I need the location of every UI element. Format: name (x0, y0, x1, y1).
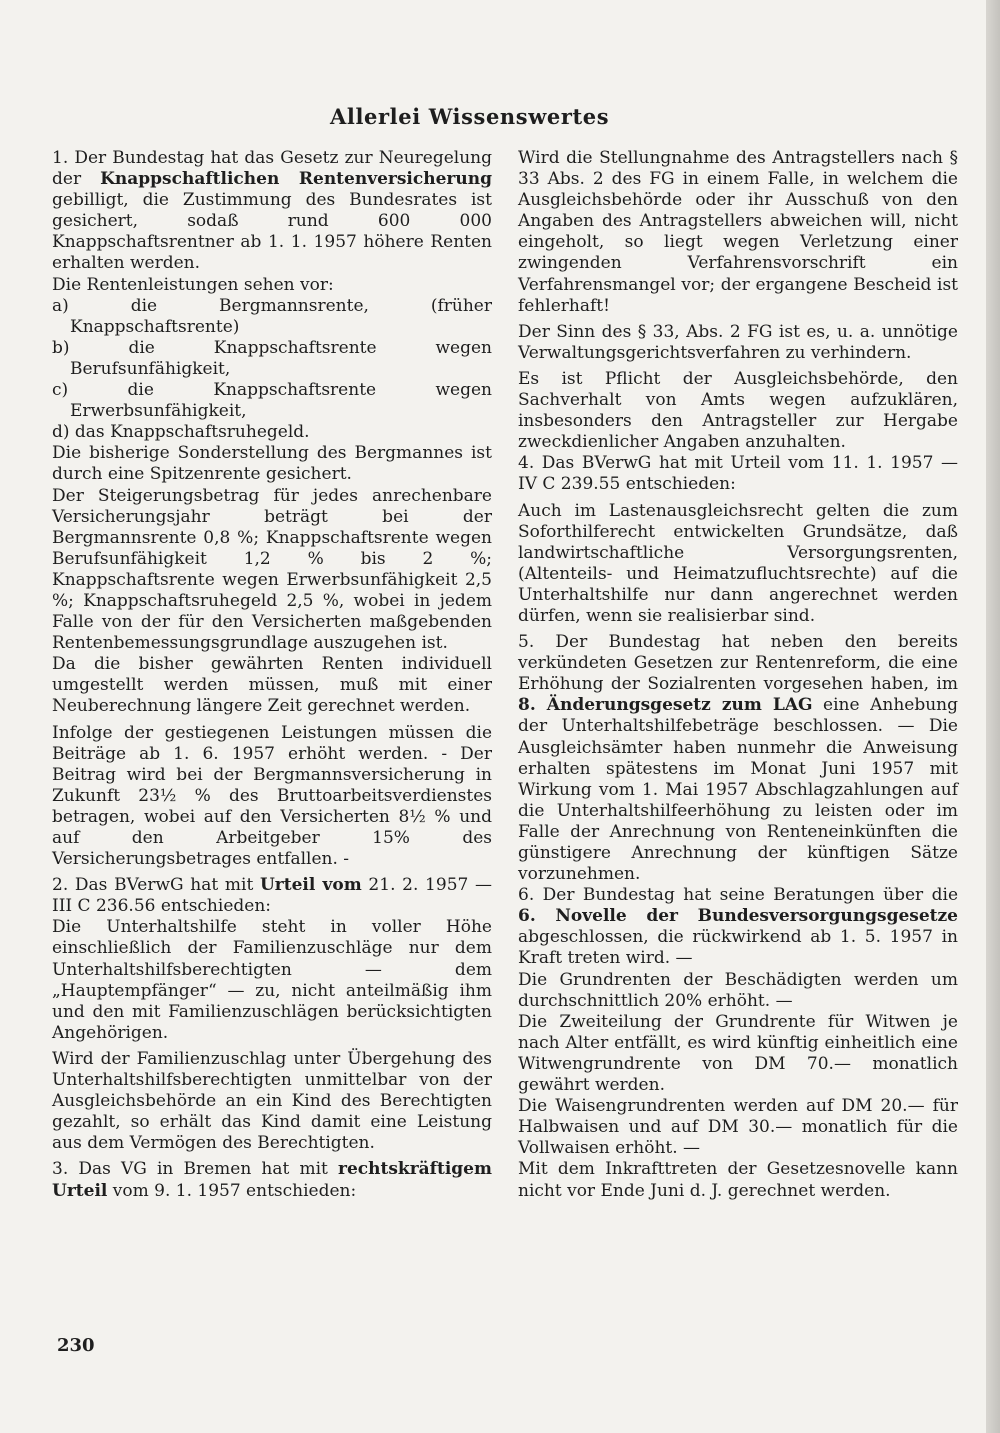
paragraph: Da die bisher gewährten Renten individuell umgestellt werden müssen, muß mit einer Neuberechnung längere Zeit gerechnet werden. (52, 654, 492, 717)
paragraph (52, 148, 492, 275)
paragraph: Die Unterhaltshilfe steht in voller Höhe einschließlich der Familienzuschläge nur dem Unterhaltshilfsberechtigten — dem „Hauptempfänger“ — zu, nicht anteilmäßig ihm und den mit Familienzuschlägen berücksichtigten Angehörigen. (52, 917, 492, 1043)
text: 1. Der Bundestag hat das Gesetz zur Neuregelung der (52, 148, 492, 190)
paragraph (518, 1159, 958, 1201)
text: abgeschlossen, die rückwirkend ab 1. 5. 1957 in Kraft treten wird. — (518, 927, 958, 969)
text: 3. Das VG in Bremen hat mit (52, 1159, 339, 1180)
bold-text: 8. Änderungsgesetz zum LAG (518, 695, 813, 716)
bold-text: rechtskräftigem Urteil (52, 1159, 492, 1201)
text: 2. Das BVerwG hat mit (52, 875, 260, 896)
paragraph: Der Steigerungsbetrag für jedes anrechenbare Versicherungsjahr beträgt bei der Bergmannsrente 0,8 %; Knappschaftsrente wegen Berufsunfähigkeit 1,2 % bis 2 %; Knappschaftsrente wegen Erwerbsunfähigkeit 2,5 %; Knappschaftsruhegeld 2,5 %, wobei in jedem Falle von der für den Versicherten maßgebenden Rentenbemessungsgrundlage auszugehen ist. (52, 485, 492, 654)
paragraph: Die Waisengrundrenten werden auf DM 20.— für Halbwaisen und auf DM 30.— monatlich für die Vollwaisen erhöht. — (518, 1096, 958, 1159)
list-item: c) die Knappschaftsrente wegen Erwerbsunfähigkeit, (52, 380, 492, 422)
paragraph: Wird die Stellungnahme des Antragstellers nach § 33 Abs. 2 des FG in einem Falle, in welchem die Ausgleichsbehörde oder ihr Ausschuß von den Angaben des Antragstellers abweichen will, nicht eingeholt, so liegt wegen Verletzung einer zwingenden Verfahrensvorschrift ein Verfahrensmangel vor; der ergangene Bescheid ist fehlerhaft! (518, 148, 958, 316)
page-title: Allerlei Wissenswertes (330, 104, 610, 129)
paragraph (518, 885, 958, 969)
page-number: 230 (57, 1335, 95, 1356)
paragraph: Die Rentenleistungen sehen vor: (52, 274, 334, 295)
left-column (52, 148, 492, 1207)
text: 21. 2. 1957 — III C 236.56 entschieden: (52, 875, 493, 917)
text: gebilligt, die Zustimmung des Bundesrates ist gesichert, sodaß rund 600 000 Knappschaftsrentner ab 1. 1. 1957 höhere Renten erhalten werden. (52, 190, 492, 274)
text: 6. Der Bundestag hat seine Beratungen über die (518, 885, 958, 906)
paragraph (52, 1159, 492, 1201)
paragraph (52, 875, 492, 917)
paragraph: Infolge der gestiegenen Leistungen müssen die Beiträge ab 1. 6. 1957 erhöht werden. - Der Beitrag wird bei der Bergmannsversicherung in Zukunft 23½ % des Bruttoarbeitsverdienstes betragen, wobei auf den Versicherten 8½ % und auf den Arbeitgeber 15% des Versicherungsbetrages entfallen. - (52, 722, 492, 870)
list-item: b) die Knappschaftsrente wegen Berufsunfähigkeit, (52, 337, 492, 379)
bold-text: Urteil vom (259, 875, 362, 896)
text: Mit dem Inkrafttreten der Gesetzesnovelle kann nicht vor Ende Juni d. J. gerechnet werden. (518, 1159, 958, 1201)
text: eine Anhebung der Unterhaltshilfebeträge beschlossen. — Die Ausgleichsämter haben nunmehr die Anweisung erhalten spätestens im Monat Juni 1957 mit Wirkung vom 1. Mai 1957 Abschlagzahlungen auf die Unterhaltshilfeerhöhung zu leisten oder im Falle der Anrechnung von Renteneinkünften die günstigere Anrechnung der künftigen Sätze vorzunehmen. (518, 695, 958, 885)
paragraph (518, 632, 958, 885)
text: 5. Der Bundestag hat neben den bereits verkündeten Gesetzen zur Rentenreform, die eine Erhöhung der Sozialrenten vorgesehen haben, im (518, 632, 958, 695)
paragraph: Der Sinn des § 33, Abs. 2 FG ist es, u. a. unnötige Verwaltungsgerichtsverfahren zu verhindern. (518, 321, 958, 363)
paragraph: Wird der Familienzuschlag unter Übergehung des Unterhaltshilfsberechtigten unmittelbar von der Ausgleichsbehörde an ein Kind des Berechtigten gezahlt, so erhält das Kind damit eine Leistung aus dem Vermögen des Berechtigten. (52, 1048, 492, 1154)
paragraph: Die Zweiteilung der Grundrente für Witwen je nach Alter entfällt, es wird künftig einheitlich eine Witwengrundrente von DM 70.— monatlich gewährt werden. (518, 1011, 958, 1096)
right-column (518, 148, 958, 1202)
paragraph: Die Grundrenten der Beschädigten werden um durchschnittlich 20% erhöht. — (518, 969, 958, 1011)
list-item: d) das Knappschaftsruhegeld. (52, 422, 310, 443)
paragraph: 4. Das BVerwG hat mit Urteil vom 11. 1. 1957 — IV C 239.55 entschieden: (518, 453, 958, 495)
bold-text: Knappschaftlichen Rentenversicherung (100, 169, 492, 190)
text: vom 9. 1. 1957 entschieden: (107, 1180, 357, 1201)
list-item: a) die Bergmannsrente, (früher Knappschaftsrente) (52, 295, 492, 337)
page-edge (986, 0, 1000, 1433)
paragraph: Auch im Lastenausgleichsrecht gelten die zum Soforthilferecht entwickelten Grundsätze, daß landwirtschaftliche Versorgungsrenten, (Altenteils- und Heimatzufluchtsrechte) auf die Unterhaltshilfe nur dann angerechnet werden dürfen, wenn sie realisierbar sind. (518, 500, 958, 626)
paragraph: Die bisherige Sonderstellung des Bergmannes ist durch eine Spitzenrente gesichert. (52, 443, 492, 485)
paragraph: Es ist Pflicht der Ausgleichsbehörde, den Sachverhalt von Amts wegen aufzuklären, insbesonders den Antragsteller zur Hergabe zweckdienlicher Angaben anzuhalten. (518, 368, 958, 453)
bold-text: 6. Novelle der Bundesversorgungsgesetze (518, 906, 958, 927)
